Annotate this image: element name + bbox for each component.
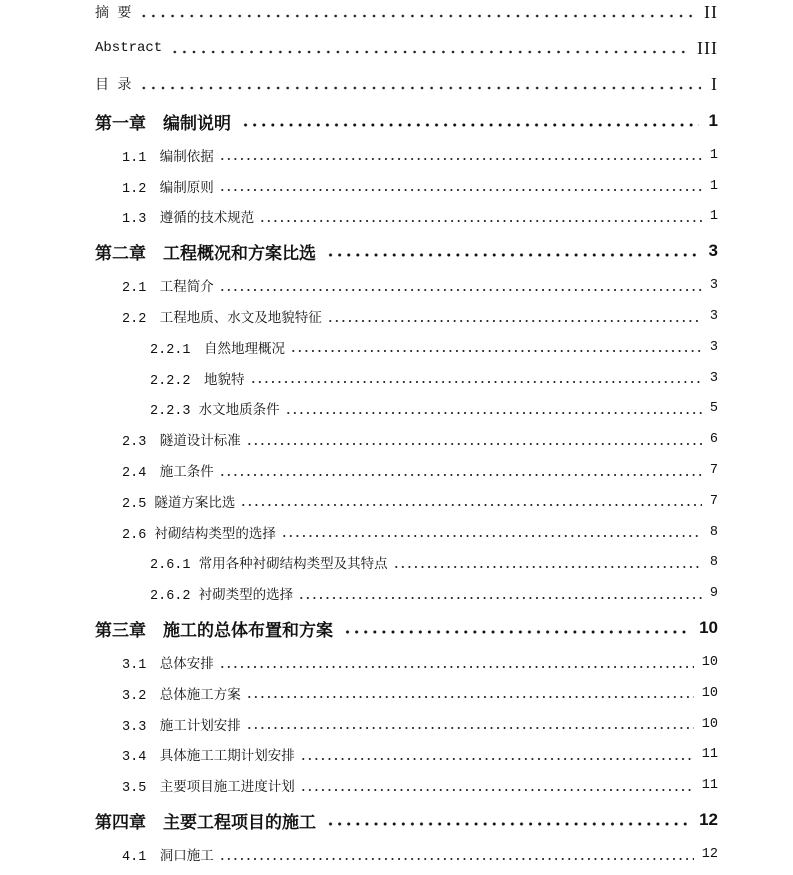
dot-leader bbox=[240, 503, 701, 507]
toc-chapter-title: 第二章 工程概况和方案比选 bbox=[95, 243, 316, 263]
toc-chapter bbox=[0, 102, 718, 140]
dot-leader bbox=[219, 288, 702, 292]
toc-entry-page: 3 bbox=[708, 241, 718, 261]
dot-leader bbox=[219, 857, 694, 861]
toc-entry-page: 7 bbox=[709, 463, 718, 479]
dot-leader bbox=[290, 349, 702, 353]
toc-section-title: 2.4 施工条件 bbox=[122, 466, 214, 482]
dot-leader bbox=[326, 253, 699, 257]
toc-section-title: 3.4 具体施工工期计划安排 bbox=[122, 750, 295, 766]
toc-section bbox=[0, 270, 718, 301]
dot-leader bbox=[139, 14, 694, 18]
toc-entry-page: 8 bbox=[709, 555, 718, 571]
toc-section bbox=[0, 424, 718, 455]
dot-leader bbox=[326, 822, 689, 826]
toc-section-title: 2.2 工程地质、水文及地貌特征 bbox=[122, 312, 322, 328]
dot-leader bbox=[170, 50, 687, 54]
toc-section bbox=[0, 517, 718, 548]
toc-entry-title: 摘 要 bbox=[95, 6, 132, 22]
toc-chapter bbox=[0, 801, 718, 839]
toc-entry-page: II bbox=[704, 1, 718, 22]
toc-entry-page: 3 bbox=[709, 370, 718, 386]
dot-leader bbox=[327, 319, 702, 323]
toc-entry-page: 1 bbox=[708, 111, 718, 130]
toc-entry-page: 10 bbox=[699, 618, 718, 638]
toc-section-title: 2.6 衬砌结构类型的选择 bbox=[122, 527, 276, 543]
toc-chapter-title: 第四章 主要工程项目的施工 bbox=[95, 812, 316, 832]
toc-section bbox=[0, 140, 718, 171]
toc-section bbox=[0, 709, 718, 740]
toc-entry-title: Abstract bbox=[95, 40, 163, 56]
toc-entry-page: 9 bbox=[709, 586, 718, 602]
toc-chapter bbox=[0, 232, 718, 270]
toc-section-title: 1.2 编制原则 bbox=[122, 181, 214, 197]
dot-leader bbox=[259, 219, 702, 223]
toc-subsection bbox=[0, 578, 718, 609]
toc-entry-page: 10 bbox=[701, 685, 718, 701]
toc-entry-page: 6 bbox=[709, 432, 718, 448]
toc-entry-abstract-cn bbox=[0, 0, 718, 30]
toc-section bbox=[0, 647, 718, 678]
dot-leader bbox=[246, 726, 694, 730]
toc-section bbox=[0, 839, 718, 870]
toc-entry-contents bbox=[0, 66, 718, 102]
toc-chapter-title: 第一章 编制说明 bbox=[95, 113, 231, 133]
toc-subsection-title: 2.2.3 水文地质条件 bbox=[150, 404, 280, 420]
toc-section-title: 3.3 施工计划安排 bbox=[122, 719, 241, 735]
dot-leader bbox=[219, 188, 702, 192]
toc-entry-page: I bbox=[711, 73, 718, 94]
toc-entry-page: III bbox=[697, 37, 718, 58]
dot-leader bbox=[285, 411, 702, 415]
toc-subsection bbox=[0, 363, 718, 394]
dot-leader bbox=[246, 442, 702, 446]
toc-entry-page: 10 bbox=[701, 716, 718, 732]
toc-section bbox=[0, 770, 718, 801]
dot-leader bbox=[241, 123, 699, 127]
toc-section-title: 2.5 隧道方案比选 bbox=[122, 496, 236, 512]
toc-entry-abstract-en bbox=[0, 30, 718, 66]
toc-entry-page: 1 bbox=[709, 178, 718, 194]
dot-leader bbox=[300, 757, 694, 761]
toc-entry-page: 1 bbox=[709, 209, 718, 225]
toc-section-title: 3.1 总体安排 bbox=[122, 658, 214, 674]
toc-section-title: 3.2 总体施工方案 bbox=[122, 688, 241, 704]
dot-leader bbox=[246, 695, 694, 699]
dot-leader bbox=[139, 86, 701, 90]
toc-entry-page: 12 bbox=[699, 810, 718, 830]
toc-section-title: 3.5 主要项目施工进度计划 bbox=[122, 781, 295, 797]
toc-entry-page: 3 bbox=[709, 339, 718, 355]
toc-section bbox=[0, 740, 718, 771]
toc-entry-page: 1 bbox=[709, 147, 718, 163]
dot-leader bbox=[219, 157, 702, 161]
toc-entry-page: 8 bbox=[709, 524, 718, 540]
dot-leader bbox=[300, 788, 694, 792]
toc-entry-page: 10 bbox=[701, 655, 718, 671]
toc-entry-page: 11 bbox=[701, 778, 718, 794]
toc-entry-page: 3 bbox=[709, 278, 718, 294]
toc-entry-page: 5 bbox=[709, 401, 718, 417]
toc-section-title: 4.1 洞口施工 bbox=[122, 850, 214, 866]
toc-entry-title: 目 录 bbox=[95, 78, 132, 94]
toc-subsection-title: 2.6.2 衬砌类型的选择 bbox=[150, 589, 294, 605]
toc-section-title: 2.1 工程简介 bbox=[122, 281, 214, 297]
toc-entry-page: 11 bbox=[701, 747, 718, 763]
dot-leader bbox=[250, 380, 702, 384]
toc-section-title: 2.3 隧道设计标准 bbox=[122, 435, 241, 451]
toc-subsection-title: 2.2.2 地貌特 bbox=[150, 373, 245, 389]
toc-section bbox=[0, 455, 718, 486]
dot-leader bbox=[281, 534, 702, 538]
toc-section bbox=[0, 202, 718, 233]
dot-leader bbox=[298, 596, 702, 600]
toc-entry-page: 3 bbox=[709, 309, 718, 325]
toc-entry-page: 7 bbox=[709, 493, 718, 509]
toc-subsection bbox=[0, 332, 718, 363]
dot-leader bbox=[393, 565, 702, 569]
toc-section-title: 1.1 编制依据 bbox=[122, 150, 214, 166]
toc-section bbox=[0, 486, 718, 517]
dot-leader bbox=[219, 473, 702, 477]
toc-chapter bbox=[0, 609, 718, 647]
dot-leader bbox=[219, 665, 694, 669]
toc-section bbox=[0, 171, 718, 202]
dot-leader bbox=[343, 630, 689, 634]
toc-section bbox=[0, 301, 718, 332]
toc-section-title: 1.3 遵循的技术规范 bbox=[122, 212, 255, 228]
toc-subsection bbox=[0, 394, 718, 425]
toc-subsection-title: 2.6.1 常用各种衬砌结构类型及其特点 bbox=[150, 558, 388, 574]
toc-entry-page: 12 bbox=[701, 847, 718, 863]
toc-subsection bbox=[0, 548, 718, 579]
toc-chapter-title: 第三章 施工的总体布置和方案 bbox=[95, 620, 333, 640]
toc-section bbox=[0, 678, 718, 709]
toc-subsection-title: 2.2.1 自然地理概况 bbox=[150, 342, 286, 358]
